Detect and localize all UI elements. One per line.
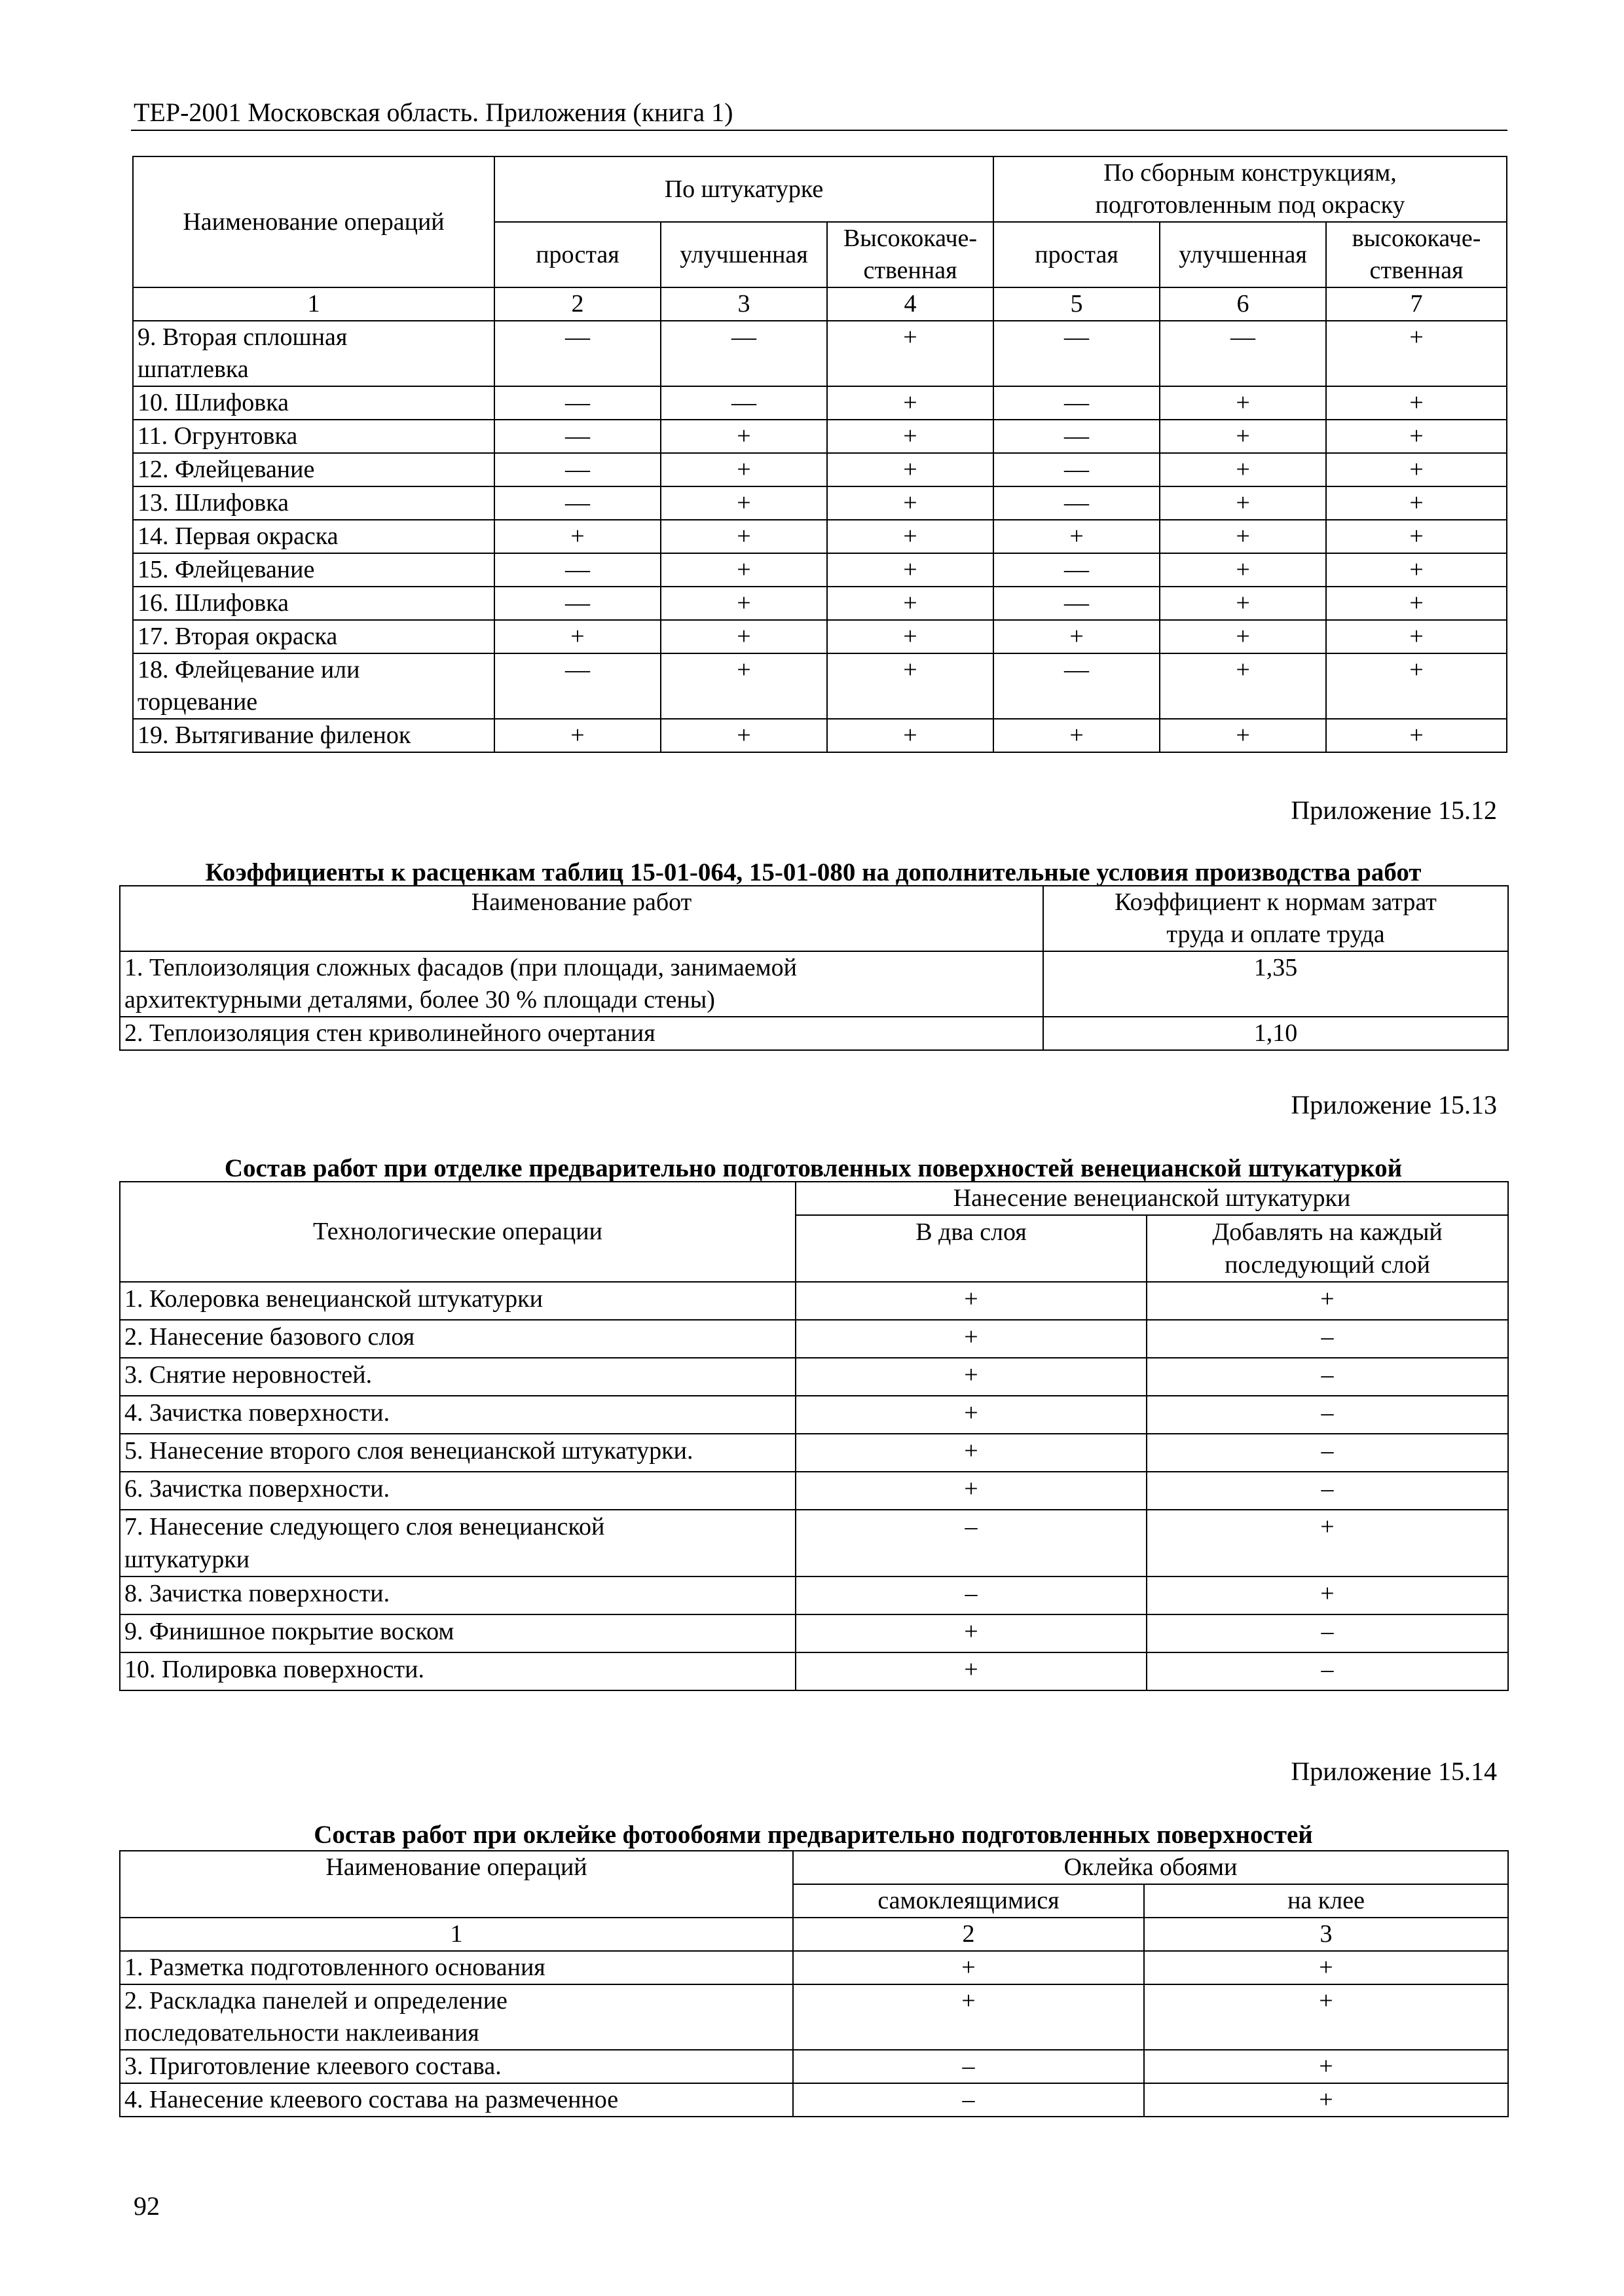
table-row: 3. Снятие неровностей. + – [120, 1358, 1508, 1396]
table-row: 13. Шлифовка — + + — + + [133, 486, 1507, 520]
appendix-label-15-12: Приложение 15.12 [1291, 795, 1497, 825]
page-number: 92 [134, 2191, 160, 2221]
appendix-title-15-12: Коэффициенты к расценкам таблиц 15-01-064, 15-01-080 на дополнительные условия производства работ [205, 858, 1422, 886]
sub-header-improved: улучшенная [661, 222, 827, 287]
col-header-operations: Технологические операции [120, 1182, 796, 1282]
header-rule [131, 130, 1507, 131]
sub-header-each-next-layer: Добавлять на каждый последующий слой [1147, 1215, 1508, 1282]
table-row: 19. Вытягивание филенок + + + + + + [133, 719, 1507, 752]
appendix-label-15-13: Приложение 15.13 [1291, 1090, 1497, 1120]
table-row: 17. Вторая окраска + + + + + + [133, 620, 1507, 653]
sub-header-self-adhesive: самоклеящимися [793, 1884, 1144, 1918]
sub-header-high-quality: Высококаче- ственная [827, 222, 993, 287]
photo-wallpaper-table [119, 1850, 1509, 2117]
appendix-title-15-14: Состав работ при оклейке фотообоями предварительно подготовленных поверхностей [314, 1821, 1313, 1849]
group-header-wallpaper: Оклейка обоями [793, 1851, 1508, 1884]
venetian-plaster-table [119, 1181, 1509, 1691]
table-row: 2. Раскладка панелей и определение последовательности наклеивания + + [120, 1984, 1508, 2050]
sub-header-simple: простая [993, 222, 1160, 287]
column-number-row: 1 2 3 4 5 6 7 [133, 287, 1507, 321]
col-header-operations: Наименование операций [133, 156, 494, 287]
sub-header-two-layers: В два слоя [796, 1215, 1147, 1282]
table-row: 4. Нанесение клеевого состава на размеченное – + [120, 2083, 1508, 2117]
table-row: 1. Разметка подготовленного основания + + [120, 1951, 1508, 1984]
column-number-row: 1 2 3 [120, 1918, 1508, 1951]
table-row: 1. Теплоизоляция сложных фасадов (при площади, занимаемой архитектурными деталями, более 30 % площади стены) 1,35 [120, 951, 1508, 1017]
table-row: 9. Вторая сплошная шпатлевка — — + — — + [133, 321, 1507, 386]
group-header-plaster: По штукатурке [494, 156, 993, 222]
table-row: 3. Приготовление клеевого состава. – + [120, 2050, 1508, 2083]
sub-header-improved: улучшенная [1160, 222, 1326, 287]
group-header-prefab: По сборным конструкциям, подготовленным под окраску [993, 156, 1507, 222]
col-header-operations: Наименование операций [120, 1851, 793, 1918]
coefficients-table [119, 885, 1509, 1051]
table-row: 15. Флейцевание — + + — + + [133, 553, 1507, 587]
table-row: 5. Нанесение второго слоя венецианской штукатурки. + – [120, 1434, 1508, 1472]
table-row: 8. Зачистка поверхности. – + [120, 1576, 1508, 1614]
table-row: 9. Финишное покрытие воском + – [120, 1614, 1508, 1652]
sub-header-high-quality: высококаче- ственная [1326, 222, 1507, 287]
table-row: 2. Теплоизоляция стен криволинейного очертания 1,10 [120, 1017, 1508, 1050]
table-row: 1. Колеровка венецианской штукатурки + + [120, 1282, 1508, 1320]
operations-table [132, 156, 1507, 753]
table-row: 12. Флейцевание — + + — + + [133, 453, 1507, 486]
col-header-coefficient: Коэффициент к нормам затрат труда и оплате труда [1043, 886, 1508, 951]
table-row: 7. Нанесение следующего слоя венецианской штукатурки – + [120, 1510, 1508, 1576]
table-row: 10. Шлифовка — — + — + + [133, 386, 1507, 420]
col-header-work-name: Наименование работ [120, 886, 1043, 951]
appendix-label-15-14: Приложение 15.14 [1291, 1757, 1497, 1786]
table-row: 2. Нанесение базового слоя + – [120, 1320, 1508, 1358]
sub-header-simple: простая [494, 222, 661, 287]
table-row: 18. Флейцевание или торцевание — + + — + + [133, 653, 1507, 719]
table-row: 14. Первая окраска + + + + + + [133, 520, 1507, 553]
table-row: 4. Зачистка поверхности. + – [120, 1396, 1508, 1434]
table-row: 6. Зачистка поверхности. + – [120, 1472, 1508, 1510]
group-header-venetian: Нанесение венецианской штукатурки [796, 1182, 1508, 1215]
appendix-title-15-13: Состав работ при отделке предварительно подготовленных поверхностей венецианской штукатуркой [224, 1154, 1403, 1182]
table-row: 16. Шлифовка — + + — + + [133, 587, 1507, 620]
table-row: 11. Огрунтовка — + + — + + [133, 420, 1507, 453]
table-row: 10. Полировка поверхности. + – [120, 1652, 1508, 1690]
running-header: ТЕР-2001 Московская область. Приложения (книга 1) [134, 98, 733, 127]
sub-header-on-glue: на клее [1144, 1884, 1508, 1918]
